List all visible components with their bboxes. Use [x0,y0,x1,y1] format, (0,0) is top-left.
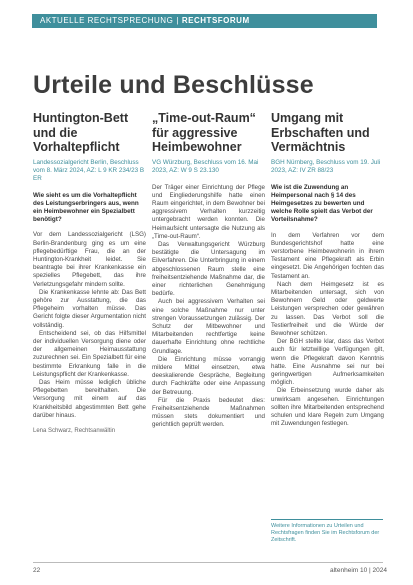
article-body [152,184,265,430]
article-paragraph: Vor dem Landessozialgericht (LSG) Berlin-Brandenburg ging es um eine pflegebedürftige Frau, die an der Huntington-Krankheit leidet. Sie beantragte bei ihrer Krankenkasse ein spezielles Pflegebett, das ihre Verletzungsgefahr mindern sollte. [33,231,146,288]
article-body [33,231,146,420]
section-header-bar [32,14,377,28]
header-separator: | [176,16,179,25]
article-title: Huntington-Bett und die Vorhaltepflicht [33,111,129,154]
page-title: Urteile und Beschlüsse [33,71,314,99]
header-category: AKTUELLE RECHTSPRECHUNG [40,16,174,25]
article-title: „Time-out-Raum“ für aggressive Heimbewohner [152,111,256,154]
article-paragraph: Entscheidend sei, ob das Hilfsmittel der individuellen Versorgung diene oder der allgemeinen Heimausstattung zuzurechnen sei. Ein Spezialbett für eine bestimmte Erkrankung falle in die Leistungspflicht der Krankenkasse. [33,329,146,378]
header-section: RECHTSFORUM [181,16,250,25]
article-paragraph: Nach dem Heimgesetz ist es Mitarbeitenden untersagt, sich von Bewohnern Geld oder geldwerte Leistungen versprechen oder gewähren zu lassen. Das Verbot soll die Testierfreiheit und die Würde der Bewohner schützen. [271,280,384,337]
article-paragraph: Die Krankenkasse lehnte ab: Das Bett gehöre zur Ausstattung, die das Pflegeheim vorhalten müsse. Das Gericht folgte dieser Argumentation nicht vollständig. [33,288,146,329]
issue-label: altenheim 10 | 2024 [330,567,387,574]
article-column-2 [152,111,265,430]
article-paragraph: Der Träger einer Einrichtung der Pflege und Eingliederungshilfe hatte einen Raum eingerichtet, in dem Bewohner bei aggressivem Verhalten kurzzeitig untergebracht werden konnten. Die Heimaufsicht untersagte die Nutzung als „Time-out-Raum“. [152,183,265,240]
article-paragraph: In dem Verfahren vor dem Bundesgerichtshof hatte eine verstorbene Heimbewohnerin in ihrem Testament eine Pflegekraft als Erbin eingesetzt. Die Angehörigen fochten das Testament an. [271,231,384,280]
article-paragraph: Auch bei aggressivem Verhalten sei eine solche Maßnahme nur unter strengen Voraussetzungen zulässig. Der Schutz der Mitbewohner und Mitarbeitenden rechtfertige keine dauerhafte Einrichtung ohne rechtliche Grundlage. [152,298,265,355]
article-lead: Wie ist die Zuwendung an Heimpersonal nach § 14 des Heimgesetzes zu bewerten und welche Rolle spielt das Verbot der Vorteilsnahme? [271,183,373,224]
footer-divider [33,562,383,563]
info-box: Weitere Informationen zu Urteilen und Rechtsfragen finden Sie im Rechtsforum der Zeitschrift. [271,519,383,545]
article-column-3 [271,111,384,428]
article-paragraph: Der BGH stellte klar, dass das Verbot auch für letztwillige Verfügungen gilt, wenn die Pflegekraft davon Kenntnis hatte. Eine Ausnahme sei nur bei geringwertigen Aufmerksamkeiten möglich. [271,338,384,387]
article-author: Lena Schwarz, Rechtsanwältin [33,427,116,434]
article-meta: VG Würzburg, Beschluss vom 16. Mai 2023, AZ: W 9 S 23.130 [152,158,259,174]
article-meta: BGH Nürnberg, Beschluss vom 19. Juli 2023, AZ: IV ZR 88/23 [271,158,381,174]
article-lead: Wie sieht es um die Vorhaltepflicht des Leistungserbringers aus, wenn ein Heimbewohner ein Spezialbett benötigt? [33,191,139,224]
article-paragraph: Das Verwaltungsgericht Würzburg bestätigte die Untersagung im Eilverfahren. Die Unterbringung in einem abgeschlossenen Raum stelle eine freiheitsentziehende Maßnahme dar, die einer richterlichen Genehmigung bedürfe. [152,240,265,298]
article-meta: Landessozialgericht Berlin, Beschluss vom 8. März 2024, AZ: L 9 KR 234/23 B ER [33,158,145,182]
article-paragraph: Die Erbeinsetzung wurde daher als unwirksam angesehen. Einrichtungen sollten ihre Mitarbeitenden entsprechend schulen und klare Regeln zum Umgang mit Zuwendungen festlegen. [271,387,384,428]
article-column-1 [33,111,146,434]
page-number: 22 [33,567,41,574]
article-paragraph: Für die Praxis bedeutet dies: Freiheitsentziehende Maßnahmen müssen stets dokumentiert und gerichtlich geprüft werden. [152,396,265,429]
article-paragraph: Die Einrichtung müsse vorrangig mildere Mittel einsetzen, etwa deeskalierende Gespräche, Begleitung durch Fachkräfte oder eine Anpassung der Betreuung. [152,355,265,396]
article-paragraph: Das Heim müsse lediglich übliche Pflegebetten bereithalten. Die Versorgung mit einem auf das Krankheitsbild abgestimmten Bett gehe darüber hinaus. [33,378,146,419]
article-title: Umgang mit Erbschaften und Vermächtnis [271,111,370,154]
article-body [271,232,384,429]
